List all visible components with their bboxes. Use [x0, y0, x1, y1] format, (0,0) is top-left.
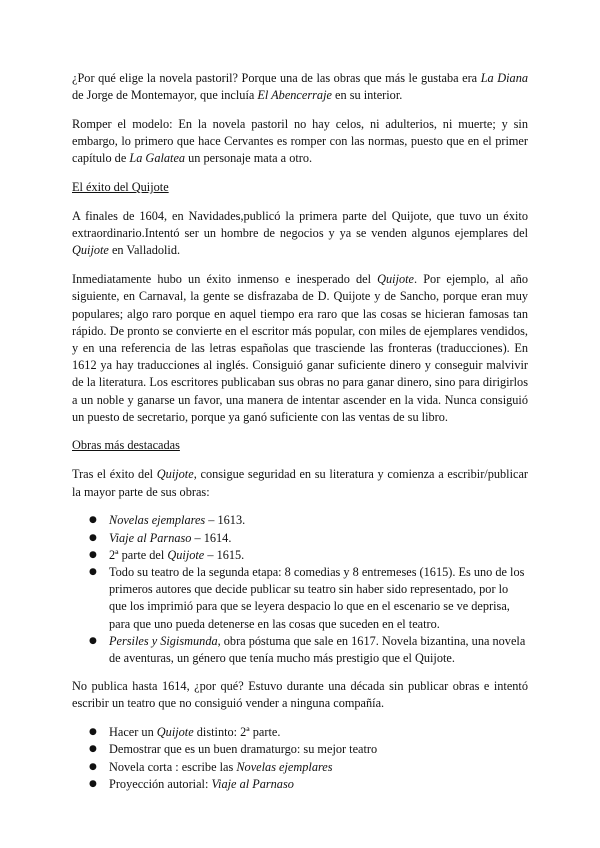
- heading-obras-destacadas: Obras más destacadas: [72, 438, 180, 453]
- title-el-abencerraje: El Abencerraje: [257, 88, 332, 103]
- list-item: ● Hacer un Quijote distinto: 2ª parte.: [109, 724, 528, 741]
- title-quijote: Quijote: [156, 467, 194, 482]
- title-quijote: Quijote: [72, 243, 109, 258]
- list-obras: [72, 512, 528, 667]
- list-item: ● Viaje al Parnaso – 1614.: [109, 530, 528, 547]
- list-item: ● 2ª parte del Quijote – 1615.: [109, 547, 528, 564]
- paragraph-no-publica: No publica hasta 1614, ¿por qué? Estuvo durante una década sin publicar obras e intentó escribir un teatro que no consiguió vender a ninguna compañía.: [72, 679, 528, 711]
- list-item: ● Persiles y Sigismunda, obra póstuma que sale en 1617. Novela bizantina, una novela de aventuras, un género que tenía mucho más prestigio que el Quijote.: [109, 633, 528, 667]
- title-quijote: Quijote: [377, 272, 415, 287]
- paragraph-finales-1604: A finales de 1604, en Navidades,publicó la primera parte del Quijote, que tuvo un éxito extraordinario.Intentó ser un hombre de negocios y ya se venden algunos ejemplares del Quijote en Valladolid.: [72, 209, 528, 258]
- title-la-diana: La Diana: [480, 71, 528, 85]
- paragraph-exito-inmenso: Inmediatamente hubo un éxito inmenso e inesperado del Quijote. Por ejemplo, al año siguiente, en Carnaval, la gente se disfrazaba de D. Quijote y de Sancho, porque eran muy populares; algo raro porque en aquel tiempo era raro que las cosas se hicieran famosas tan rápido. De pronto se convierte en el escritor más popular, con miles de ejemplares vendidos, y en una referencia de las letras españolas que trasciende las fronteras (traducciones). En 1612 ya hay traducciones al inglés. Consiguió ganar suficiente dinero y conseguir malvivir de la literatura. Los escritores publicaban sus obras no para ganar dinero, sino para dirigirlos a un noble y ganarse un favor, una manera de intentar ascender en la vida. Nunca consiguió un puesto de secretario, porque ya ganó suficiente con las ventas de su libro.: [72, 272, 528, 424]
- paragraph-romper-modelo: Romper el modelo: En la novela pastoril no hay celos, ni adulterios, ni muerte; y sin embargo, lo primero que hace Cervantes es romper con las normas, puesto que en el primer capítulo de La Galatea un personaje mata a otro.: [72, 116, 528, 166]
- title-la-galatea: La Galatea: [129, 151, 186, 166]
- paragraph-tras-exito: Tras el éxito del Quijote, consigue seguridad en su literatura y comienza a escribir/publicar la mayor parte de sus obras:: [72, 467, 528, 499]
- list-item: ● Proyección autorial: Viaje al Parnaso: [109, 776, 528, 793]
- list-item: ● Demostrar que es un buen dramaturgo: su mejor teatro: [109, 741, 528, 758]
- list-motivos: [72, 724, 528, 793]
- document-page: [72, 70, 528, 804]
- list-item: ● Todo su teatro de la segunda etapa: 8 comedias y 8 entremeses (1615). Es uno de los primeros autores que decide publicar su teatro sin haber sido representado, por lo que los imprimió para que se leyera despacio lo que en el escenario se ve deprisa, para que uno pueda detenerse en las cosas que suceden en el teatro.: [109, 564, 528, 633]
- list-item: ● Novelas ejemplares – 1613.: [109, 512, 528, 529]
- paragraph-novela-pastoril: ¿Por qué elige la novela pastoril? Porque una de las obras que más le gustaba era La Diana de Jorge de Montemayor, que incluía El Abencerraje en su interior.: [72, 71, 528, 103]
- list-item: ● Novela corta : escribe las Novelas ejemplares: [109, 759, 528, 776]
- heading-exito-quijote: El éxito del Quijote: [72, 180, 169, 195]
